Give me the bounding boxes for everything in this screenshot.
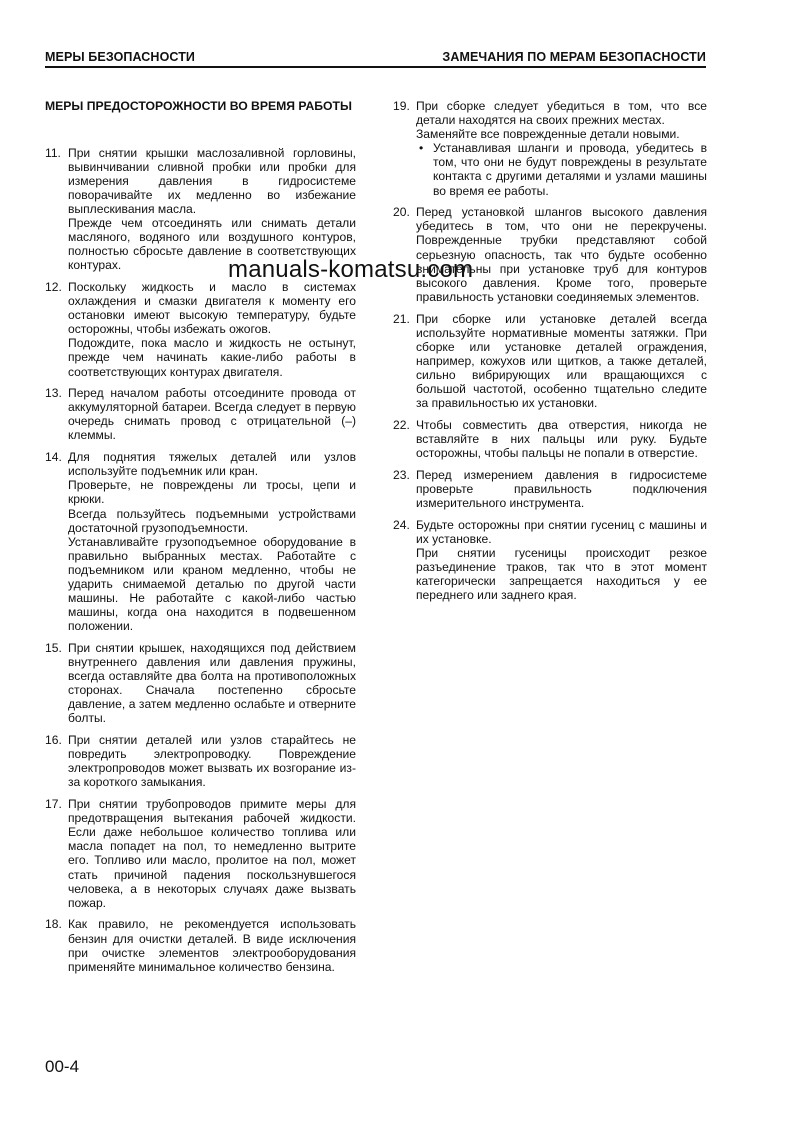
item-number: 23.: [393, 467, 410, 482]
running-header: [45, 50, 706, 66]
item-paragraph: При снятии деталей или узлов старайтесь не повредить электропроводку. Повреждение электропроводов может вызвать их возгорание из-за короткого замыкания.: [68, 733, 356, 790]
page-number: 00-4: [45, 1057, 80, 1076]
subitem-text: Устанавливая шланги и провода, убедитесь в том, что они не будут повреждены в результате контакта с другими деталями и узлами машины во время ее работы.: [433, 141, 707, 198]
item-number: 14.: [45, 450, 62, 465]
item-paragraph: Устанавливайте грузоподъемное оборудование в правильно выбранных местах. Работайте с подъемником или краном медленно, чтобы не ударить снимаемой деталью по другой части машины. Не работайте с какой-либо частью машины, когда она находится в подвешенном положении.: [68, 534, 356, 634]
item-number: 11.: [45, 145, 61, 160]
section-title: МЕРЫ ПРЕДОСТОРОЖНОСТИ ВО ВРЕМЯ РАБОТЫ: [45, 99, 352, 113]
list-item-18: [45, 917, 356, 973]
list-item-20: [393, 205, 707, 304]
item-number: 20.: [393, 205, 410, 220]
item-number: 21.: [393, 311, 410, 326]
header-left-title: МЕРЫ БЕЗОПАСНОСТИ: [45, 50, 196, 64]
list-item-21: [393, 312, 707, 411]
item-paragraph: Прежде чем отсоединять или снимать детали масляного, водяного или воздушного контуров, полностью сбросьте давление в соответствующих контурах.: [68, 215, 356, 273]
item-number: 13.: [45, 386, 62, 401]
item-number: 22.: [393, 417, 410, 432]
item-paragraph: При снятии трубопроводов примите меры для предотвращения вытекания рабочей жидкости. Если даже небольшое количество топлива или масла попадет на пол, то немедленно вытрите его. Топливо или масло, пролитое на пол, может стать причиной падения поскользнувшегося человека, а в некоторых случаях даже вызвать пожар.: [68, 797, 356, 910]
left-column: [45, 99, 356, 981]
list-item-14: [45, 450, 356, 633]
item-paragraph: Перед измерением давления в гидросистеме проверьте правильность подключения измерительного инструмента.: [416, 467, 707, 510]
list-item-12: [45, 280, 356, 379]
item-paragraph: Будьте осторожны при снятии гусениц с машины и их установке.: [416, 517, 707, 546]
list-item-24: [393, 518, 707, 603]
item-paragraph: Чтобы совместить два отверстия, никогда не вставляйте в них пальцы или руку. Будьте осторожны, чтобы пальцы не попали в отверстие.: [416, 417, 707, 460]
item-paragraph: Как правило, не рекомендуется использовать бензин для очистки деталей. В виде исключения при очистке элементов электрооборудования применяйте минимальное количество бензина.: [68, 917, 356, 974]
item-paragraph: Всегда пользуйтесь подъемными устройствами достаточной грузоподъемности.: [68, 506, 356, 535]
item-number: 15.: [45, 640, 62, 655]
bullet-icon: •: [419, 141, 424, 156]
item-number: 18.: [45, 917, 62, 932]
list-item-16: [45, 733, 356, 789]
list-item-15: [45, 641, 356, 726]
item-paragraph: При сборке или установке деталей всегда используйте нормативные моменты затяжки. При сборке или установке деталей ограждения, например, кожухов или щитков, а также деталей, сильно вибрирующих или вращающихся с большой частотой, особенно тщательно следите за правильностью их установки.: [416, 311, 707, 411]
item-paragraph: Проверьте, не повреждены ли тросы, цепи и крюки.: [68, 478, 356, 507]
item-number: 16.: [45, 733, 62, 748]
header-rule: [45, 66, 706, 68]
list-item-13: [45, 386, 356, 442]
list-item-23: [393, 468, 707, 510]
item-paragraph: Заменяйте все поврежденные детали новыми.: [416, 127, 680, 142]
item-paragraph: Перед установкой шлангов высокого давления убедитесь в том, что они не перекручены. Поврежденные трубки представляют собой серьезную опасность, так что будьте особенно внимательны при установке труб для контуров высокого давления. Кроме того, проверьте правильность установки соединяемых элементов.: [416, 205, 707, 304]
list-item-22: [393, 418, 707, 460]
list-item-11: [45, 146, 356, 273]
watermark-text: manuals-komatsu.com: [228, 256, 474, 283]
bullet-subitem: [416, 141, 707, 197]
item-number: 24.: [393, 517, 410, 532]
item-paragraph: При снятии крышки маслозаливной горловины, вывинчивании сливной пробки или пробки для измерения давления в гидросистеме поворачивайте их медленно во избежание выплескивания масла.: [68, 145, 356, 216]
item-paragraph: При сборке следует убедиться в том, что все детали находятся на своих прежних местах.: [416, 99, 707, 128]
list-item-19: [393, 99, 707, 198]
item-paragraph: Перед началом работы отсоедините провода от аккумуляторной батареи. Всегда следует в первую очередь снимать провод с отрицательной (–) клеммы.: [68, 386, 356, 443]
item-number: 12.: [45, 279, 62, 294]
item-paragraph: Подождите, пока масло и жидкость не остынут, прежде чем начинать какие-либо работы в соответствующих контурах двигателя.: [68, 336, 356, 379]
item-paragraph: Поскольку жидкость и масло в системах охлаждения и смазки двигателя к моменту его остановки имеют высокую температуру, будьте осторожны, чтобы избежать ожогов.: [68, 279, 356, 337]
item-number: 17.: [45, 797, 62, 812]
item-paragraph: При снятии крышек, находящихся под действием внутреннего давления или давления пружины, всегда оставляйте два болта на противоположных сторонах. Сначала постепенно сбросьте давление, а затем медленно ослабьте и отверните болты.: [68, 640, 356, 726]
item-paragraph: При снятии гусеницы происходит резкое разъединение траков, так что в этот момент категорически запрещается находиться у ее переднего или заднего края.: [416, 545, 707, 602]
item-number: 19.: [393, 99, 410, 113]
item-paragraph: Для поднятия тяжелых деталей или узлов используйте подъемник или кран.: [68, 450, 356, 479]
right-column: [393, 99, 707, 610]
list-item-17: [45, 797, 356, 910]
header-right-title: ЗАМЕЧАНИЯ ПО МЕРАМ БЕЗОПАСНОСТИ: [442, 50, 706, 64]
